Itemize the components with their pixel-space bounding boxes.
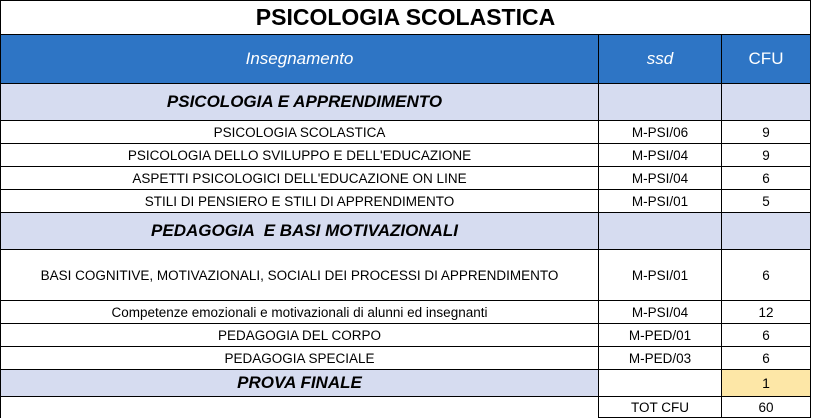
course-ssd: M-PSI/04 [599, 301, 722, 324]
course-ssd: M-PSI/04 [599, 144, 722, 167]
section-row [1, 213, 811, 250]
final-exam-ssd-empty [599, 370, 722, 397]
table-row [1, 121, 811, 144]
section-ssd-empty [599, 84, 722, 121]
course-name: PEDAGOGIA DEL CORPO [1, 324, 599, 347]
course-ssd: M-PSI/01 [599, 250, 722, 301]
course-ssd: M-PSI/04 [599, 167, 722, 190]
section-row [1, 84, 811, 121]
table-row [1, 190, 811, 213]
section-title: PEDAGOGIA E BASI MOTIVAZIONALI [1, 213, 599, 250]
total-label: TOT CFU [599, 397, 722, 418]
course-name: Competenze emozionali e motivazionali di alunni ed insegnanti [1, 301, 599, 324]
title-row [1, 1, 811, 35]
course-ssd: M-PED/03 [599, 347, 722, 370]
section-ssd-empty [599, 213, 722, 250]
header-ssd: ssd [599, 35, 722, 84]
course-ssd: M-PSI/01 [599, 190, 722, 213]
course-cfu: 6 [722, 167, 811, 190]
section-cfu-empty [722, 213, 811, 250]
total-blank [1, 397, 599, 418]
course-ssd: M-PSI/06 [599, 121, 722, 144]
header-row [1, 35, 811, 84]
total-row [1, 397, 811, 418]
course-name: ASPETTI PSICOLOGICI DELL'EDUCAZIONE ON LINE [1, 167, 599, 190]
total-value: 60 [722, 397, 811, 418]
course-cfu: 9 [722, 121, 811, 144]
course-cfu: 12 [722, 301, 811, 324]
course-name: PSICOLOGIA DELLO SVILUPPO E DELL'EDUCAZIONE [1, 144, 599, 167]
course-cfu: 6 [722, 324, 811, 347]
table-row [1, 347, 811, 370]
course-name: STILI DI PENSIERO E STILI DI APPRENDIMENTO [1, 190, 599, 213]
course-name: BASI COGNITIVE, MOTIVAZIONALI, SOCIALI DEI PROCESSI DI APPRENDIMENTO [1, 250, 599, 301]
course-cfu: 9 [722, 144, 811, 167]
course-cfu: 5 [722, 190, 811, 213]
table-row [1, 324, 811, 347]
section-title: PSICOLOGIA E APPRENDIMENTO [1, 84, 599, 121]
header-insegnamento: Insegnamento [1, 35, 599, 84]
course-name: PEDAGOGIA SPECIALE [1, 347, 599, 370]
course-name: PSICOLOGIA SCOLASTICA [1, 121, 599, 144]
final-exam-label: PROVA FINALE [1, 370, 599, 397]
course-ssd: M-PED/01 [599, 324, 722, 347]
final-exam-row [1, 370, 811, 397]
table-title: PSICOLOGIA SCOLASTICA [1, 1, 811, 35]
course-cfu: 6 [722, 250, 811, 301]
table-row [1, 250, 811, 301]
section-cfu-empty [722, 84, 811, 121]
final-exam-cfu: 1 [722, 370, 811, 397]
course-cfu: 6 [722, 347, 811, 370]
table-row [1, 167, 811, 190]
table-row [1, 301, 811, 324]
header-cfu: CFU [722, 35, 811, 84]
table-row [1, 144, 811, 167]
